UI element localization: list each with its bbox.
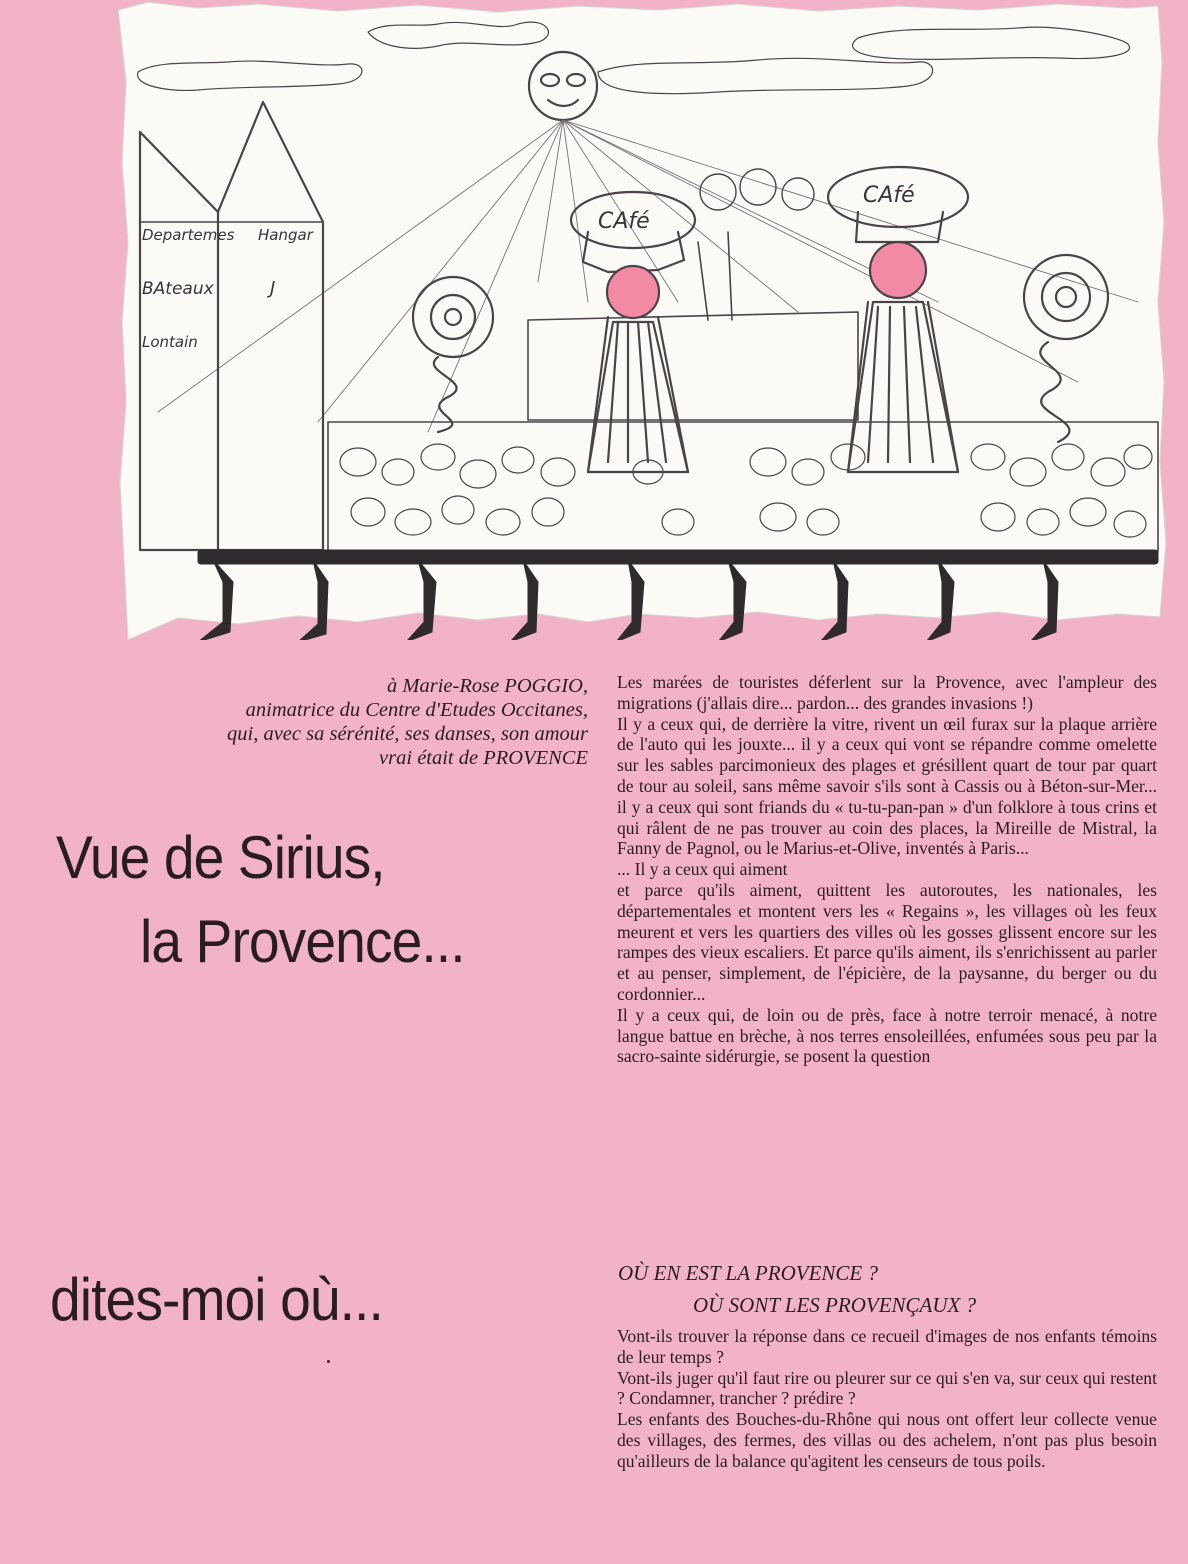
paragraph: Vont-ils trouver la réponse dans ce recueil d'images de nos enfants témoins de leur temps ?	[617, 1326, 1157, 1367]
paragraph: Les marées de touristes déferlent sur la Provence, avec l'ampleur des migrations (j'allais dire... pardon... des grandes invasions !)	[617, 672, 1157, 713]
dedication-line: à Marie-Rose POGGIO,	[387, 675, 588, 697]
building-label-2: Hangar	[258, 226, 313, 244]
question-1: OÙ EN EST LA PROVENCE ?	[618, 1261, 878, 1285]
cafe-label-1: CAfé	[598, 209, 650, 234]
dedication-line: animatrice du Centre d'Etudes Occitanes,	[245, 699, 588, 721]
dedication	[40, 674, 588, 770]
page-title-line-1: Vue de Sirius,	[56, 824, 385, 891]
building-label-4: J	[270, 278, 276, 299]
dedication-line: qui, avec sa sérénité, ses danses, son amour	[227, 723, 588, 745]
article-text-continued	[617, 1326, 1157, 1472]
paragraph: Vont-ils juger qu'il faut rire ou pleurer sur ce qui s'en va, sur ceux qui restent ? Condamner, trancher ? prédire ?	[617, 1367, 1157, 1409]
building-label-3: BAteaux	[142, 279, 214, 299]
paragraph: Il y a ceux qui, de derrière la vitre, rivent un œil furax sur la plaque arrière de l'auto qui les jouxte... il y a ceux qui vont se répandre comme omelette sur les sables parcimonieux des plages et grésillent quart de tour par quart de tour au soleil, sans même savoir s'ils sont à Cassis ou à Béton-sur-Mer... il y a ceux qui sont friands du « tu-tu-pan-pan » d'un folklore à tous crins et qui râlent de ne pas trouver au coin des places, la Mireille de Mistral, la Fanny de Pagnol, ou le Marius-et-Olive, inventés à Paris...	[617, 713, 1157, 859]
dedication-line: vrai était de PROVENCE	[379, 747, 588, 769]
paragraph: Il y a ceux qui, de loin ou de près, face à notre terroir menacé, à notre langue battue en brèche, à nos terres ensoleillées, enfumées sous peu par la sacro-sainte sidérurgie, se posent la question	[617, 1004, 1157, 1067]
paragraph: ... Il y a ceux qui aiment	[617, 859, 788, 880]
child-drawing	[118, 2, 1178, 640]
building-label-5: Lontain	[142, 333, 198, 351]
paragraph: Les enfants des Bouches-du-Rhône qui nous ont offert leur collecte venue des villages, des fermes, des villas ou des achelem, n'ont pas plus besoin qu'ailleurs de la balance qu'agitent les censeurs de tous poils.	[617, 1409, 1157, 1471]
ink-dot	[327, 1360, 330, 1363]
page-title-line-3: dites-moi où...	[50, 1266, 383, 1333]
cafe-label-2: CAfé	[863, 183, 915, 208]
article-text	[617, 672, 1157, 1067]
paragraph: et parce qu'ils aiment, quittent les autoroutes, les nationales, les départementales et montent vers les « Regains », les villages où les feux meurent et vers les quartiers des villes où les gosses glissent encore sur les rampes des vieux escaliers. Et parce qu'ils aiment, ils s'enrichissent au parler et au penser, simplement, de l'épicière, de la paysanne, du berger ou du cordonnier...	[617, 879, 1157, 1004]
building-label-1: Departemes	[142, 226, 235, 244]
page-title-line-2: la Provence...	[140, 908, 465, 975]
question-2: OÙ SONT LES PROVENÇAUX ?	[693, 1293, 977, 1317]
